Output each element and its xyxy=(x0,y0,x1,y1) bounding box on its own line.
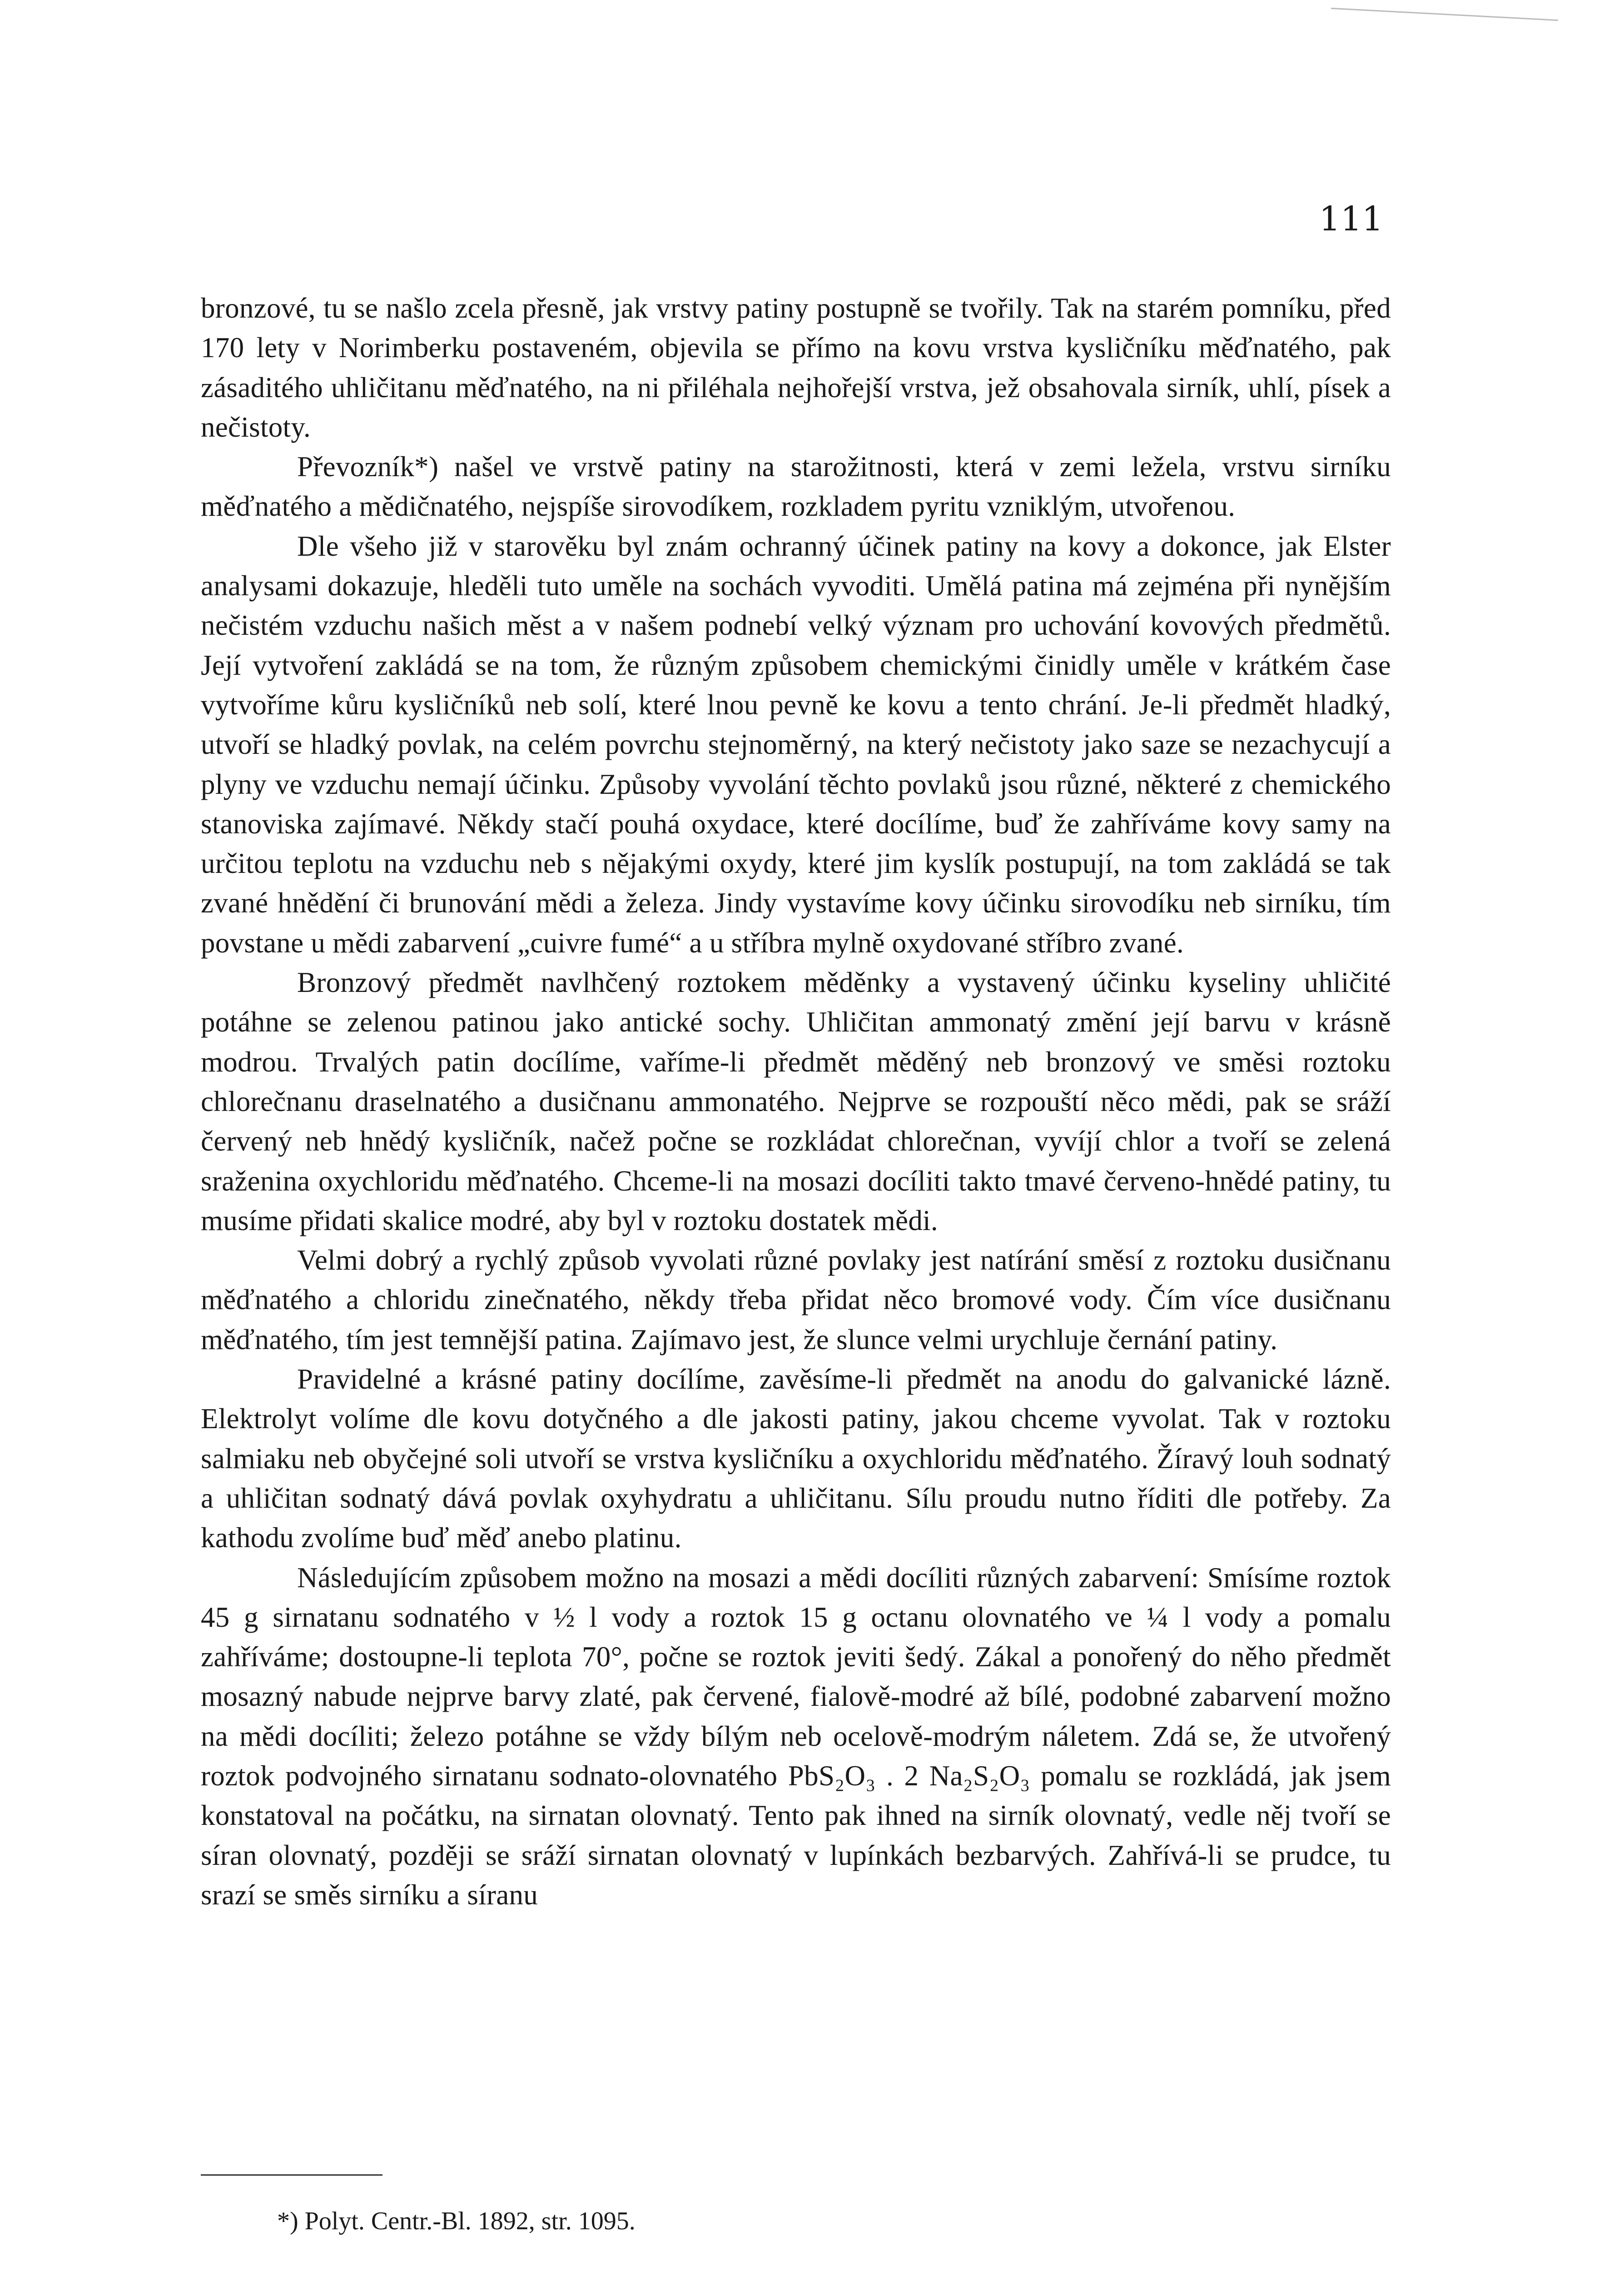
paragraph-5: Velmi dobrý a rychlý způsob vyvolati různé povlaky jest natírání směsí z roztoku dusičnanu měďnatého a chloridu zinečnatého, někdy třeba přidat něco bromové vody. Čím více dusičnanu měďnatého, tím jest temnější patina. Zajímavo jest, že slunce velmi urychluje černání patiny. xyxy=(201,1244,1391,1355)
footnote: *) Polyt. Centr.-Bl. 1892, str. 1095. xyxy=(277,2207,636,2235)
page-number: 111 xyxy=(1319,199,1383,239)
paragraph-4: Bronzový předmět navlhčený roztokem měděnky a vystavený účinku kyseliny uhličité potáhne se zelenou patinou jako antické sochy. Uhličitan ammonatý změní její barvu v krásně modrou. Trvalých patin docílíme, vaříme-li předmět měděný neb bronzový ve směsi roztoku chlorečnanu draselnatého a dusičnanu ammonatého. Nejprve se rozpouští něco mědi, pak se sráží červený neb hnědý kysličník, načež počne se rozkládat chlorečnan, vyvíjí chlor a tvoří se zelená sraženina oxychloridu měďnatého. Chceme-li na mosazi docíliti takto tmavé červeno-hnědé patiny, tu musíme přidati skalice modré, aby byl v roztoku dostatek mědi. xyxy=(201,967,1391,1236)
paragraph-6: Pravidelné a krásné patiny docílíme, zavěsíme-li předmět na anodu do galvanické lázně. Elektrolyt volíme dle kovu dotyčného a dle jakosti patiny, jakou chceme vyvolat. Tak v roztoku salmiaku neb obyčejné soli utvoří se vrstva kysličníku a oxychloridu měďnatého. Žíravý louh sodnatý a uhličitan sodnatý dává povlak oxyhydratu a uhličitanu. Sílu proudu nutno říditi dle potřeby. Za kathodu zvolíme buď měď anebo platinu. xyxy=(201,1363,1391,1554)
scan-artifact-line xyxy=(1331,8,1558,21)
body-text xyxy=(201,289,1391,1915)
paragraph-3: Dle všeho již v starověku byl znám ochranný účinek patiny na kovy a dokonce, jak Elster analysami dokazuje, hleděli tuto uměle na sochách vyvoditi. Umělá patina má zejména při nynějším nečistém vzduchu našich měst a v našem podnebí velký význam pro uchování kovových předmětů. Její vytvoření zakládá se na tom, že různým způsobem chemickými činidly uměle v krátkém čase vytvoříme kůru kysličníků neb solí, které lnou pevně ke kovu a tento chrání. Je-li předmět hladký, utvoří se hladký povlak, na celém povrchu stejnoměrný, na který nečistoty jako saze se nezachycují a plyny ve vzduchu nemají účinku. Způsoby vyvolání těchto povlaků jsou různé, některé z chemického stanoviska zajímavé. Někdy stačí pouhá oxydace, které docílíme, buď že zahříváme kovy samy na určitou teplotu na vzduchu neb s nějakými oxydy, které jim kyslík postupují, na tom zakládá se tak zvané hnědění či brunování mědi a železa. Jindy vystavíme kovy účinku sirovodíku neb sirníku, tím povstane u mědi zabarvení „cuivre fumé“ a u stříbra mylně oxydované stříbro zvané. xyxy=(201,530,1391,959)
paragraph-2: Převozník*) našel ve vrstvě patiny na starožitnosti, která v zemi ležela, vrstvu sirníku měďnatého a mědičnatého, nejspíše sirovodíkem, rozkladem pyritu vzniklým, utvořenou. xyxy=(201,451,1391,523)
paragraph-7: Následujícím způsobem možno na mosazi a mědi docíliti různých zabarvení: Smísíme roztok 45 g sirnatanu sodnatého v ½ l vody a roztok 15 g octanu olovnatého ve ¼ l vody a pomalu zahříváme; dostoupne-li teplota 70°, počne se roztok jeviti šedý. Zákal a ponořený do něho předmět mosazný nabude nejprve barvy zlaté, pak červené, fialově-modré až bílé, podobné zabarvení možno na mědi docíliti; železo potáhne se vždy bílým neb ocelově-modrým náletem. Zdá se, že utvořený roztok podvojného sirnatanu sodnato-olovnatého PbS₂O₃ . 2 Na₂S₂O₃ pomalu se rozkládá, jak jsem konstatoval na počátku, na sirnatan olovnatý. Tento pak ihned na sirník olovnatý, vedle něj tvoří se síran olovnatý, později se sráží sirnatan olovnatý v lupínkách bezbarvých. Zahřívá-li se prudce, tu srazí se směs sirníku a síranu xyxy=(201,1561,1391,1911)
footnote-divider xyxy=(201,2174,382,2176)
paragraph-1: bronzové, tu se našlo zcela přesně, jak vrstvy patiny postupně se tvořily. Tak na starém pomníku, před 170 lety v Norimberku postaveném, objevila se přímo na kovu vrstva kysličníku měďnatého, pak zásaditého uhličitanu měďnatého, na ni přiléhala nejhořejší vrstva, jež obsahovala sirník, uhlí, písek a nečistoty. xyxy=(201,292,1391,443)
